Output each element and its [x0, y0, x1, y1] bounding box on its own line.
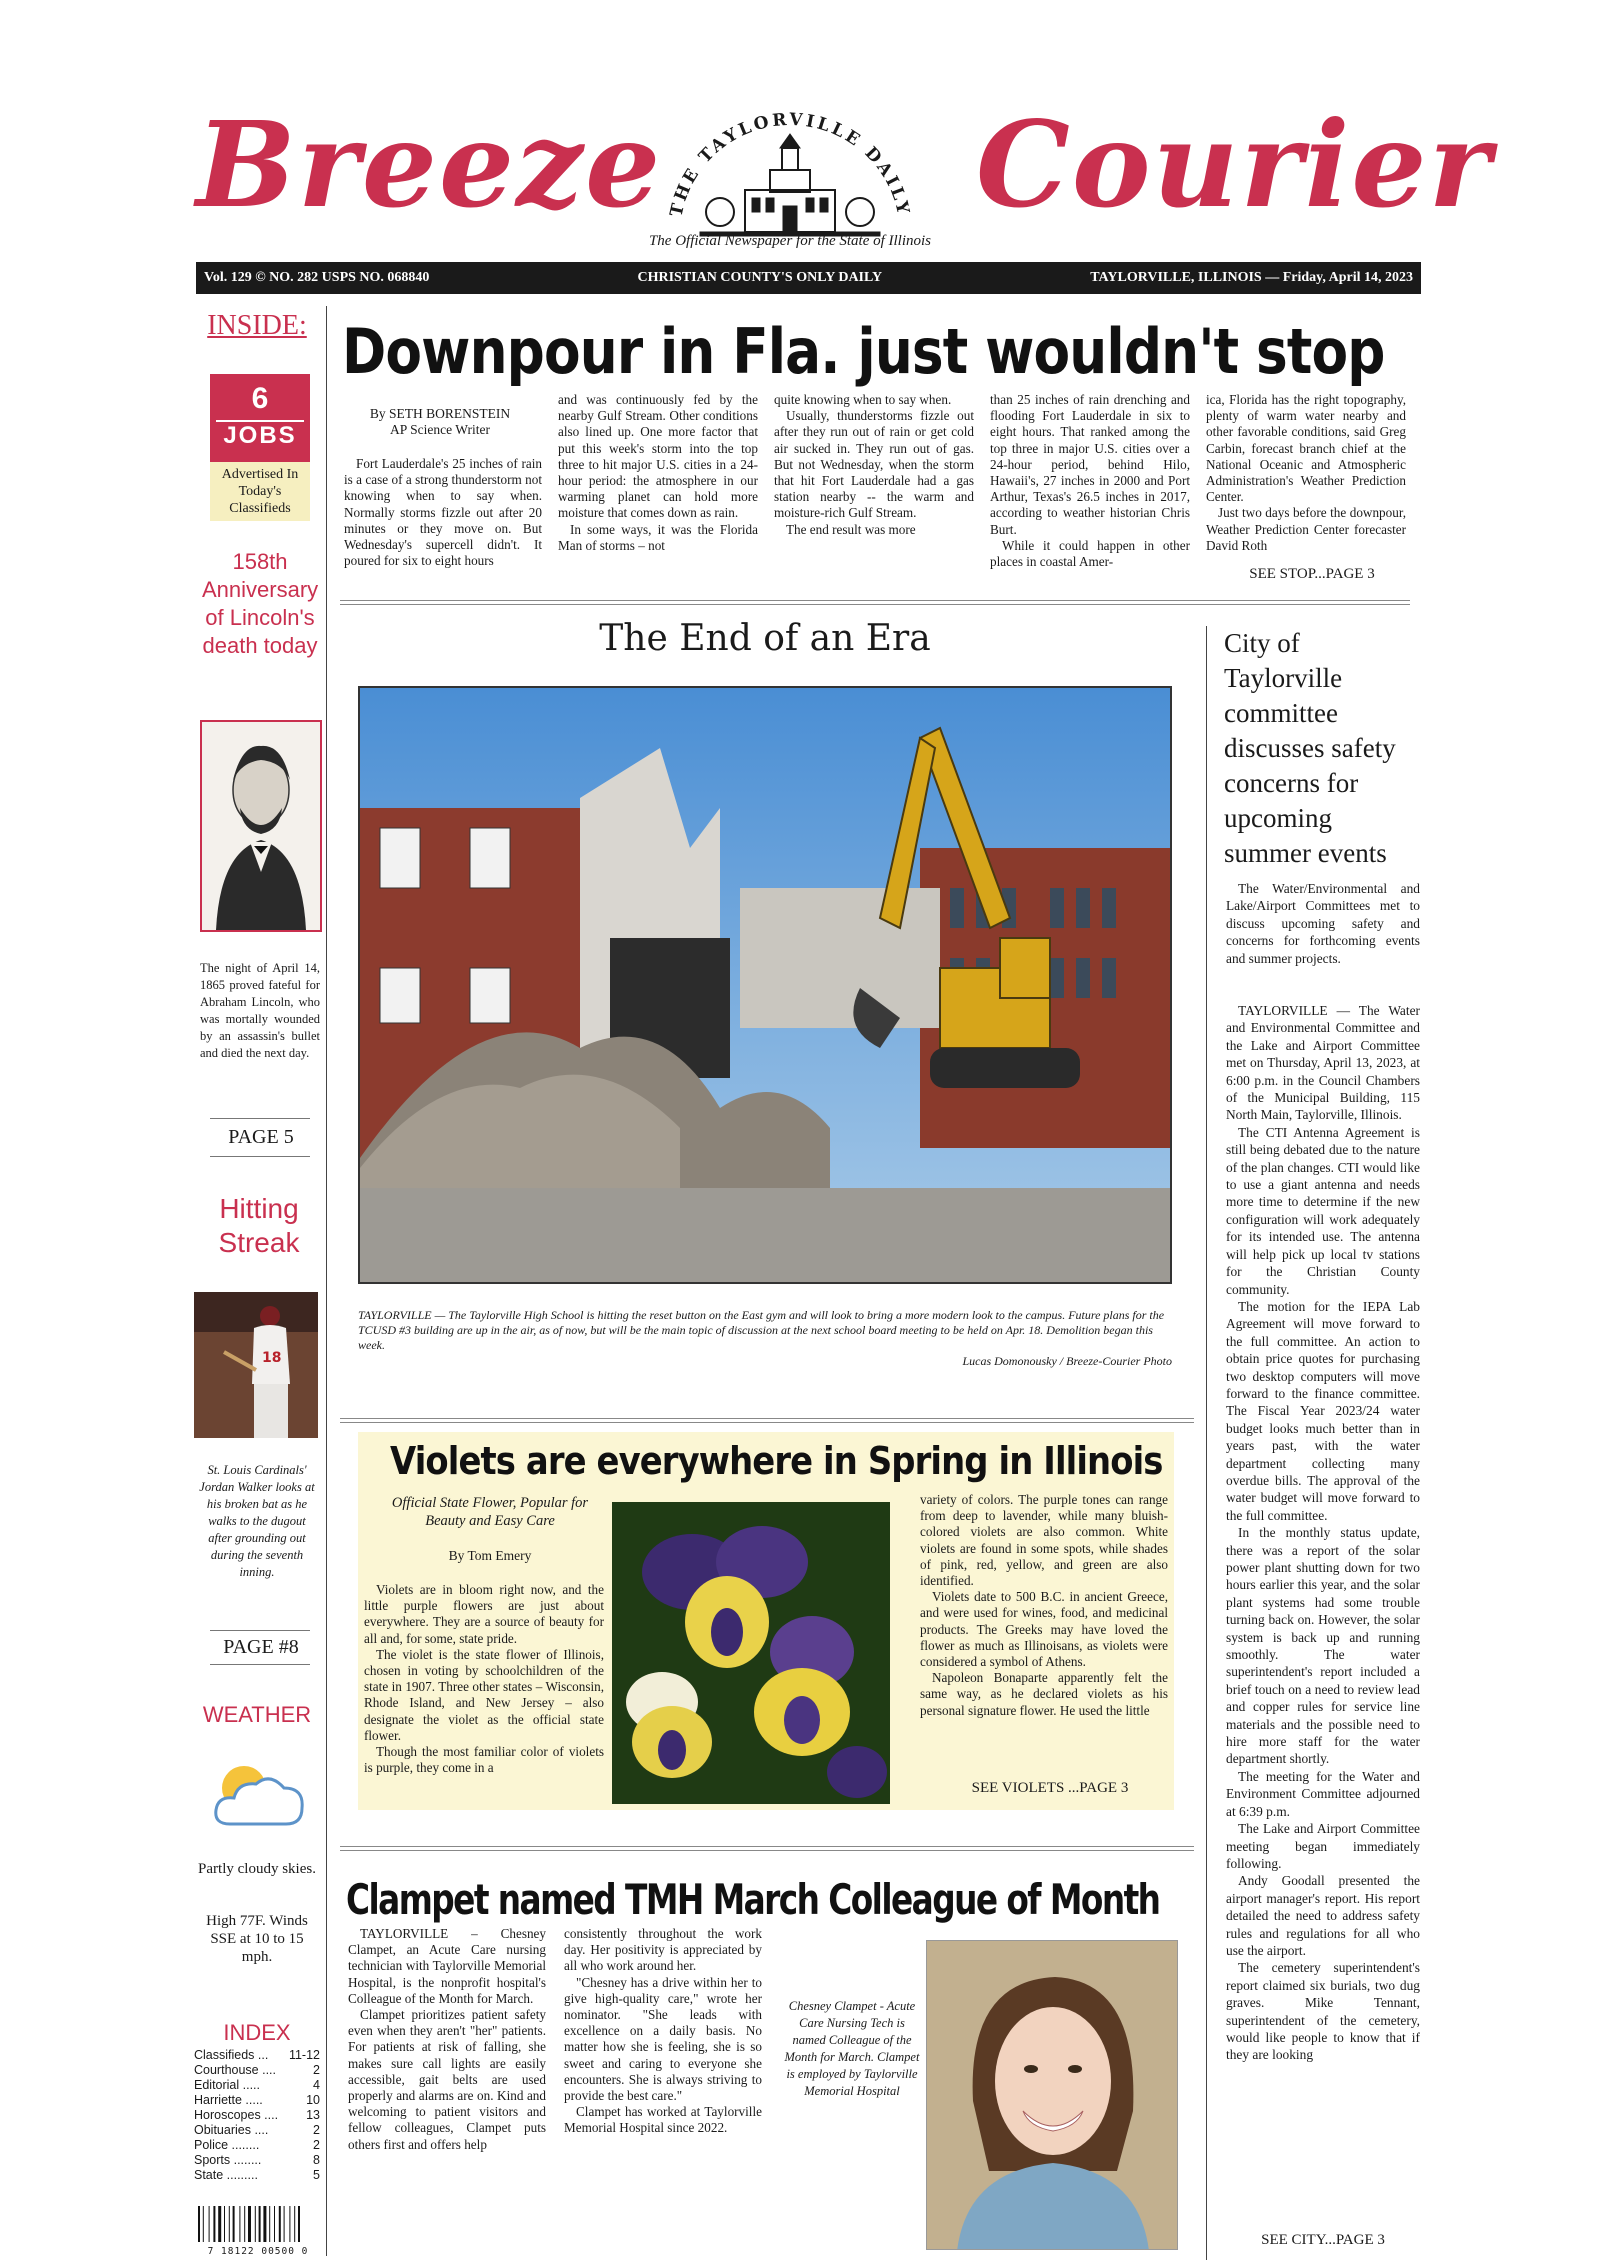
city-intro: The Water/Environmental and Lake/Airport Committees met to discuss upcoming safety and concerns for forthcoming events and summer projects.	[1226, 881, 1420, 966]
clampet-photo-caption: Chesney Clampet - Acute Care Nursing Tech is named Colleague of the Month for March. Clampet is employed by Taylorville Memorial Hospital	[784, 1999, 920, 2098]
city-body: TAYLORVILLE — The Water and Environmental Committee and the Lake and Airport Committee met on Thursday, April 13, 2023, at 6:00 p.m. in the Council Chambers of the Municipal Building, 115 North Main, Taylorville, Illinois. The CTI Antenna Agreement is still being debated due to the nature of the plan changes. CTI would like to use a giant antenna and needs more time to determine if the new configuration will work adequately for its intended use. The antenna will help pick up local tv stations for the Christian County community. The motion for the IEPA Lab Agreement will move forward to the full committee. An action to obtain price quotes for purchasing two desktop computers will move forward to the finance committee. The Fiscal Year 2023/24 water budget looks much better than in years past, with the water department collecting many overdue bills. The approval of the water budget will move forward to the full committee. In the monthly status update, there was a report of the solar power plant shutting down for two hours earlier this year, and the solar plant systems had some trouble turning back on. However, the solar system is back up and running smoothly. The water superintendent's report included a brief touch on a need to review lead and copper rules for service line materials and the possible need to hire more staff for the water department shortly. The meeting for the Water and Environment Committee adjourned at 6:39 p.m. The Lake and Airport Committee meeting began immediately following. Andy Goodall presented the airport manager's report. His report detailed the need to address safety rules and regulations for all who use the airport. The cemetery superintendent's report claimed six burials, two dug graves. Mike Tennant, superintendent of the cemetery, would like people to know that if they are looking	[1226, 1003, 1420, 2063]
streak-headline[interactable]: Hitting Streak	[218, 1193, 300, 1258]
barcode-bar	[213, 2206, 215, 2242]
index-section-name: Classifieds ...	[194, 2048, 269, 2062]
barcode-bar	[263, 2206, 266, 2242]
era-title: The End of an Era	[599, 618, 931, 659]
index-section-name: Courthouse ....	[194, 2063, 276, 2077]
violets-byline: By Tom Emery	[448, 1548, 532, 1563]
index-row[interactable]	[194, 2153, 320, 2168]
lincoln-headline[interactable]: 158th Anniversary of Lincoln's death today	[202, 549, 319, 658]
lead-author-role: AP Science Writer	[390, 422, 490, 437]
lead-column-3: quite knowing when to say when. Usually, thunderstorms fizzle out after they run out of rain or get cold air sucked in. They run out of gas. But not Wednesday, when the storm that hit Fort Lauderdale had a gas station nearby -- the warm and moisture-rich Gulf Stream. The end result was more	[774, 392, 974, 537]
barcode-bar	[229, 2206, 230, 2242]
barcode-bar	[279, 2206, 281, 2242]
index-row[interactable]	[194, 2108, 320, 2123]
index-section-name: Editorial .....	[194, 2078, 260, 2092]
weather-detail: High 77F. Winds SSE at 10 to 15 mph.	[206, 1913, 308, 1965]
svg-text:18: 18	[262, 1350, 282, 1366]
barcode-bar	[259, 2206, 261, 2242]
lead-byline	[344, 406, 536, 438]
index-page-number: 2	[313, 2063, 320, 2077]
volume-number: Vol. 129 © NO. 282 USPS NO. 068840	[204, 270, 430, 285]
lead-headline[interactable]: Downpour in Fla. just wouldn't stop	[342, 315, 1385, 388]
index-page-number: 11-12	[288, 2048, 320, 2062]
demolition-photo-icon	[360, 688, 1170, 1282]
index-section-name: Harriette .....	[194, 2093, 263, 2107]
barcode-bar	[294, 2206, 295, 2242]
barcode-bar	[239, 2206, 240, 2242]
index-page-number: 13	[306, 2108, 320, 2122]
violets-column-2: variety of colors. The purple tones can range from deep to lavender, while many bluish-colored violets are also common. White violets are found in some spots, while shades of pink, red, yellow, and green are also identified. Violets date to 500 B.C. in ancient Greece, and were used for wines, food, and medicinal products. The Greeks may have loved the flower as much as Illinoisans, as violets were considered a symbol of Athens. Napoleon Bonaparte apparently felt the same way, as he declared violets as his personal signature flower. He used the little	[920, 1492, 1168, 1718]
jobs-label: JOBS	[216, 420, 304, 450]
barcode-digits: 7 18122 00500 0	[207, 2246, 309, 2257]
index-row[interactable]	[194, 2048, 320, 2063]
violets-photo	[612, 1502, 890, 1804]
index-page-number: 10	[306, 2093, 320, 2107]
index-section-name: Obituaries ....	[194, 2123, 269, 2137]
barcode-bar	[218, 2206, 221, 2242]
barcode-bar	[248, 2206, 251, 2242]
index-section-name: Police ........	[194, 2138, 260, 2152]
barcode-bar	[284, 2206, 285, 2242]
lead-column-2: and was continuously fed by the nearby Gulf Stream. Other conditions also lined up. One more factor that put this week's storm into the top three to hit major U.S. cities in a 24-hour period: the atmosphere in our warming planet can hold more moisture that comes down as rain. In some ways, it was the Florida Man of storms – not	[558, 392, 758, 553]
index-row[interactable]	[194, 2138, 320, 2153]
masthead-tagline: The Official Newspaper for the State of Illinois	[648, 233, 932, 249]
info-bar-middle: CHRISTIAN COUNTY'S ONLY DAILY	[637, 270, 883, 285]
info-bar	[196, 262, 1421, 294]
demolition-caption: TAYLORVILLE — The Taylorville High School is hitting the reset button on the East gym and will look to bring a more modern look to the campus. Future plans for the TCUSD #3 building are up in the air, as of now, but will be the main topic of discussion at the next school board meeting to be held on Apr. 18. Demolition began this week.	[358, 1308, 1165, 1352]
streak-page-link[interactable]: PAGE #8	[223, 1636, 299, 1658]
weather-description: Partly cloudy skies.	[198, 1861, 316, 1877]
index-section-name: State .........	[194, 2168, 258, 2182]
dateline: TAYLORVILLE, ILLINOIS — Friday, April 14, 2023	[1090, 270, 1413, 285]
barcode-bar	[203, 2206, 204, 2242]
violet-flowers-icon	[612, 1502, 890, 1804]
barcode-bar	[233, 2206, 235, 2242]
seal-text: THE TAYLORVILLE DAILY	[666, 109, 914, 219]
jobs-count: 6	[251, 382, 269, 415]
streak-caption: St. Louis Cardinals' Jordan Walker looks at his broken bat as he walks to the dugout after grounding out during the seventh inning.	[199, 1463, 315, 1579]
clampet-portrait-icon	[927, 1941, 1178, 2250]
index-section-name: Sports ........	[194, 2153, 262, 2167]
masthead-right-word: Courier	[976, 95, 1493, 234]
index-page-number: 4	[313, 2078, 320, 2092]
barcode-bar	[198, 2206, 200, 2242]
violets-headline[interactable]: Violets are everywhere in Spring in Illinois	[390, 1439, 1163, 1483]
lead-author: By SETH BORENSTEIN	[369, 406, 511, 421]
lead-column-1: Fort Lauderdale's 25 inches of rain is a case of a strong thunderstorm not knowing when to say when. Normally storms fizzle out after 20 minutes or they move on. But Wednesday's supercell didn't. It poured for six to eight hours	[344, 456, 542, 569]
lincoln-portrait	[200, 720, 322, 932]
svg-text:THE TAYLORVILLE DAILY	[667, 110, 914, 219]
demolition-photo[interactable]	[358, 686, 1172, 1284]
index-page-number: 8	[313, 2153, 320, 2167]
jobs-note: Advertised In Today's Classifieds	[210, 462, 310, 521]
clampet-photo	[926, 1940, 1178, 2250]
weather-label: WEATHER	[202, 1702, 312, 1727]
barcode-bar	[274, 2206, 275, 2242]
index-list	[194, 2048, 320, 2183]
lead-jump-link[interactable]: SEE STOP...PAGE 3	[1249, 566, 1375, 582]
clampet-headline[interactable]: Clampet named TMH March Colleague of Month	[346, 1875, 1160, 1924]
inside-label: INSIDE:	[207, 310, 307, 341]
courthouse-seal-icon	[640, 100, 940, 250]
violets-subhead: Official State Flower, Popular for Beauty and Easy Care	[391, 1495, 589, 1529]
lincoln-caption: The night of April 14, 1865 proved fateful for Abraham Lincoln, who was mortally wounded by an assassin's bullet and died the next day.	[200, 961, 320, 1060]
lead-column-4: than 25 inches of rain drenching and flooding Fort Lauderdale in six to eight hours. That ranked among the top three in major U.S. cities over a 24-hour period, behind Hilo, Hawaii's, 27 inches in 2000 and Port Arthur, Texas's 26.5 inches in 2017, according to weather historian Chris Burt. While it could happen in other places in coastal Amer-	[990, 392, 1190, 570]
index-row[interactable]	[194, 2093, 320, 2108]
city-headline[interactable]: City of Taylorville committee discusses safety concerns for upcoming summer events	[1224, 628, 1396, 868]
barcode-bar	[209, 2206, 210, 2242]
index-row[interactable]	[194, 2168, 320, 2183]
clampet-column-2: consistently throughout the work day. Her positivity is appreciated by all who work around her. "Chesney has a drive within her to give high-quality care," wrote her nominator. "She leads with excellence on a daily basis. No matter how she is feeling, she is so sweet and caring to everyone she encounters. She is always striving to provide the best care." Clampet has worked at Taylorville Memorial Hospital since 2022.	[564, 1926, 762, 2136]
barcode	[196, 2206, 320, 2256]
index-row[interactable]	[194, 2063, 320, 2078]
city-jump-link[interactable]: SEE CITY...PAGE 3	[1261, 2232, 1385, 2248]
lincoln-page-link[interactable]: PAGE 5	[228, 1126, 294, 1148]
index-page-number: 2	[313, 2138, 320, 2152]
masthead-seal	[640, 100, 940, 250]
weather-graphic	[206, 1752, 312, 1836]
index-label: INDEX	[223, 2020, 291, 2045]
violets-column-1: Violets are in bloom right now, and the little purple flowers are just about everywhere. They are a source of beauty for all and, for some, state pride. The violet is the state flower of Illinois, chosen in voting by schoolchildren of the state in 1907. Three other states – Wisconsin, Rhode Island, and New Jersey – also designate the violet as the official state flower. Though the most familiar color of violets is purple, they come in a	[364, 1582, 604, 1776]
index-section-name: Horoscopes ....	[194, 2108, 279, 2122]
index-row[interactable]	[194, 2123, 320, 2138]
demolition-photo-credit: Lucas Domonousky / Breeze-Courier Photo	[962, 1354, 1172, 1368]
lincoln-portrait-icon	[202, 722, 320, 930]
violets-jump-link[interactable]: SEE VIOLETS ...PAGE 3	[971, 1780, 1129, 1796]
index-page-number: 2	[313, 2123, 320, 2137]
partly-cloudy-icon	[206, 1752, 312, 1836]
barcode-bar	[269, 2206, 270, 2242]
clampet-column-1: TAYLORVILLE – Chesney Clampet, an Acute Care nursing technician with Taylorville Memorial Hospital, is the nonprofit hospital's Colleague of the Month for March. Clampet prioritizes patient safety even when they aren't "her" patients. For patients at risk of falling, she makes sure call lights are easily accessible, gait belts are used properly and alarms are on. Kind and welcoming to patient visitors and fellow colleagues, Clampet puts others first and offers help	[348, 1926, 546, 2152]
index-page-number: 5	[313, 2168, 320, 2182]
baseball-player-icon	[194, 1292, 318, 1438]
index-row[interactable]	[194, 2078, 320, 2093]
barcode-bar	[224, 2206, 225, 2242]
barcode-bar	[255, 2206, 256, 2242]
masthead-left-word: Breeze	[196, 95, 663, 234]
jobs-box[interactable]	[210, 374, 310, 474]
barcode-icon	[196, 2206, 320, 2242]
barcode-bar	[244, 2206, 245, 2242]
lead-column-5: ica, Florida has the right topography, plenty of warm water nearby and other favorable conditions, said Greg Carbin, forecast branch chief at the National Oceanic and Atmospheric Administration's Weather Prediction Center. Just two days before the downpour, Weather Prediction Center forecaster David Roth	[1206, 392, 1406, 553]
baseball-photo	[194, 1292, 318, 1438]
barcode-bar	[298, 2206, 300, 2242]
barcode-bar	[289, 2206, 290, 2242]
